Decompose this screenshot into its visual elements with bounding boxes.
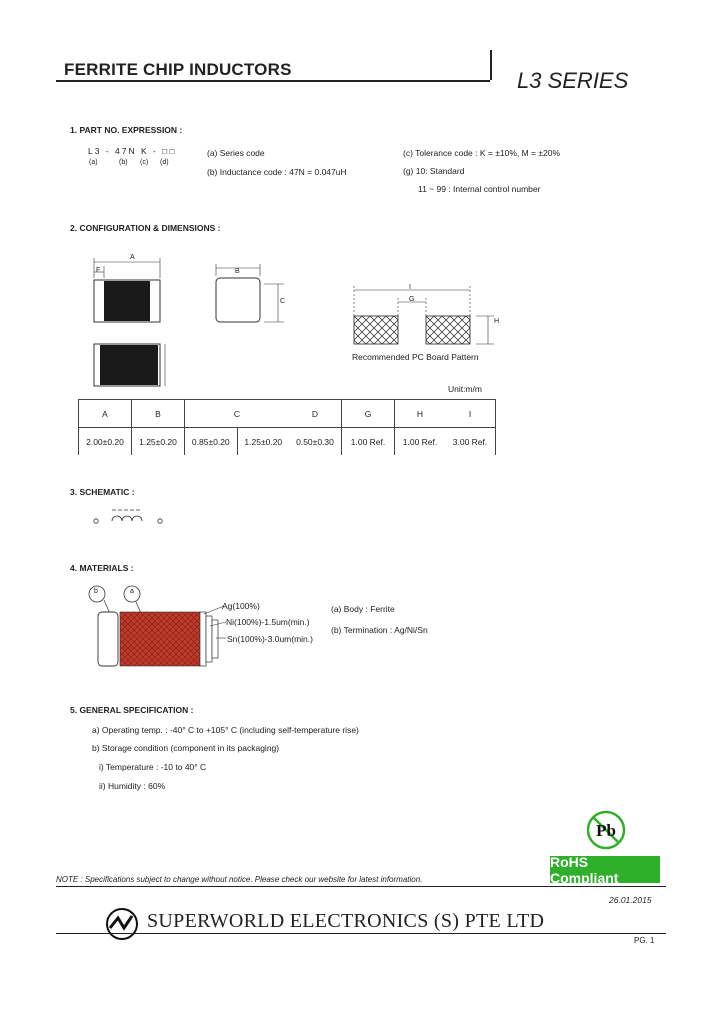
header-g: G xyxy=(342,400,395,428)
dimension-table xyxy=(78,399,496,455)
page-number: PG. 1 xyxy=(634,936,655,945)
header-rule-right xyxy=(490,50,492,80)
materials-diagram xyxy=(86,582,226,672)
config-heading: 2. CONFIGURATION & DIMENSIONS : xyxy=(70,223,221,233)
document-title: FERRITE CHIP INDUCTORS xyxy=(64,60,292,79)
header-rule xyxy=(56,80,490,82)
code-label-d: (d) xyxy=(160,159,169,166)
series-label: L3 SERIES xyxy=(517,68,629,93)
pb-text: Pb xyxy=(596,821,616,840)
footer-rule-bottom xyxy=(56,933,666,934)
storage-temperature: i) Temperature : -10 to 40° C xyxy=(99,762,207,772)
dim-label-a: A xyxy=(130,254,135,261)
layer-ni: Ni(100%)-1.5um(min.) xyxy=(226,617,310,627)
storage-humidity: ii) Humidity : 60% xyxy=(99,781,166,791)
pcb-pattern xyxy=(354,286,494,344)
part-no-heading: 1. PART NO. EXPRESSION : xyxy=(70,125,183,135)
pb-free-icon xyxy=(584,808,628,852)
callout-b: b xyxy=(94,588,98,595)
code-label-a: (a) xyxy=(89,159,98,166)
value-g: 1.00 Ref. xyxy=(342,428,395,456)
table-row xyxy=(79,428,496,456)
value-d: 0.50±0.30 xyxy=(296,436,334,447)
header-d: D xyxy=(289,400,342,428)
dimension-drawings xyxy=(78,248,498,388)
body-material: (a) Body : Ferrite xyxy=(331,604,395,614)
header-b: B xyxy=(132,400,185,428)
value-h: 1.00 Ref. xyxy=(395,428,446,456)
value-i: 3.00 Ref. xyxy=(445,428,496,456)
schematic-heading: 3. SCHEMATIC : xyxy=(70,487,135,497)
general-spec-heading: 5. GENERAL SPECIFICATION : xyxy=(70,705,194,715)
unit-label: Unit:m/m xyxy=(448,384,482,394)
internal-control-item: 11 ~ 99 : Internal control number xyxy=(418,184,541,194)
footer-date: 26.01.2015 xyxy=(609,895,652,905)
inductor-symbol xyxy=(90,506,170,528)
company-name: SUPERWORLD ELECTRONICS (S) PTE LTD xyxy=(147,910,545,932)
dim-label-g: G xyxy=(409,296,415,303)
chip-bottom-view xyxy=(94,344,165,386)
dim-label-i: I xyxy=(409,284,411,291)
table-header-row xyxy=(79,400,496,428)
value-c2: 1.25±0.20 xyxy=(237,428,289,456)
callout-a: a xyxy=(130,588,134,595)
layer-sn: Sn(100%)-3.0um(min.) xyxy=(227,634,313,644)
rohs-badge: RoHS Compliant xyxy=(550,856,660,883)
part-code: L3 - 47N K - □□ xyxy=(88,146,177,156)
storage-condition: b) Storage condition (component in its packaging) xyxy=(92,743,280,753)
chip-side-view xyxy=(94,258,160,322)
dim-label-b: B xyxy=(235,268,240,275)
header-i: I xyxy=(445,400,496,428)
series-code-item: (a) Series code xyxy=(207,148,265,158)
value-b: 1.25±0.20 xyxy=(132,428,185,456)
pcb-pattern-label: Recommended PC Board Pattern xyxy=(352,352,479,362)
dim-label-f: F xyxy=(96,267,101,274)
layer-ag: Ag(100%) xyxy=(222,601,260,611)
dim-label-h: H xyxy=(494,318,500,325)
value-a: 2.00±0.20 xyxy=(79,428,132,456)
header-c: C xyxy=(185,400,290,428)
footer-rule-top xyxy=(56,886,666,887)
inductance-code-item: (b) Inductance code : 47N = 0.047uH xyxy=(207,167,347,177)
standard-item: (g) 10: Standard xyxy=(403,166,465,176)
materials-heading: 4. MATERIALS : xyxy=(70,563,134,573)
footer-note: NOTE : Specifications subject to change without notice. Please check our website for latest information. xyxy=(56,875,423,884)
operating-temp: a) Operating temp. : -40° C to +105° C (including self-temperature rise) xyxy=(92,725,359,735)
termination-material: (b) Termination : Ag/Ni/Sn xyxy=(331,625,428,635)
value-c1: 0.85±0.20 xyxy=(185,428,238,456)
tolerance-code-item: (c) Tolerance code : K = ±10%, M = ±20% xyxy=(403,148,561,158)
chip-end-view xyxy=(216,264,284,322)
company-logo-icon xyxy=(104,906,140,942)
code-label-b: (b) xyxy=(119,159,128,166)
dim-label-c: C xyxy=(280,298,286,305)
code-label-c: (c) xyxy=(140,159,149,166)
header-a: A xyxy=(79,400,132,428)
header-h: H xyxy=(395,400,446,428)
